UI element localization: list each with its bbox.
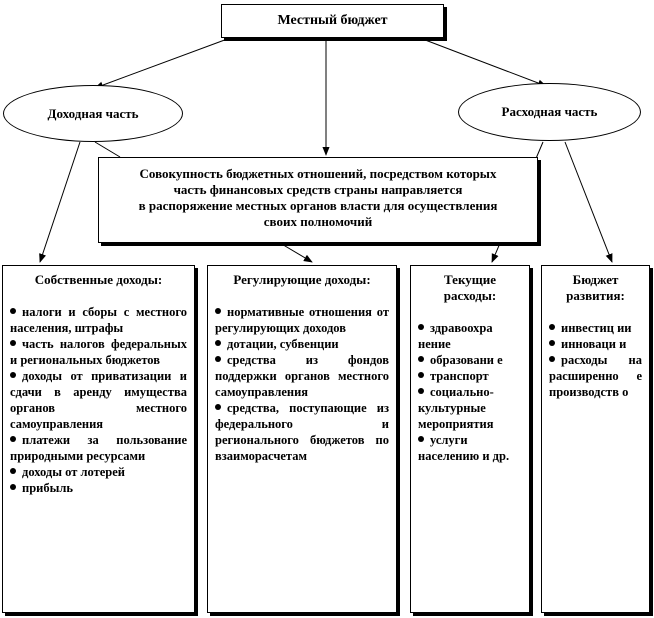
bullet-icon	[215, 404, 221, 410]
bullet-icon	[215, 356, 221, 362]
bullet-icon	[549, 356, 555, 362]
development-budget-list	[549, 320, 642, 400]
list-item: платежи за пользование природными ресурсами	[10, 433, 187, 463]
list-item: доходы от лотерей	[10, 464, 187, 480]
list-item: расходы на расширенно е производств о	[549, 353, 642, 399]
development-budget-title: Бюджет развития:	[566, 272, 625, 303]
list-item: средства, поступающие из федерального и регионального бюджетов по взаиморасчетам	[215, 401, 389, 463]
expense-part-ellipse	[458, 83, 641, 141]
local-budget-title: Местный бюджет	[277, 13, 388, 28]
regulating-income-list	[215, 304, 389, 464]
list-item: услуги населению и др.	[418, 433, 510, 463]
own-income-box	[2, 265, 195, 613]
income-part-label: Доходная часть	[47, 105, 139, 121]
definition-line: Совокупность бюджетных отношений, посредством которых	[139, 166, 497, 181]
current-expenses-title: Текущие расходы:	[443, 272, 497, 303]
list-item: образовани е	[418, 352, 522, 368]
list-item: нормативные отношения от регулирующих доходов	[215, 305, 389, 335]
bullet-icon	[418, 436, 424, 442]
income-part-ellipse	[3, 85, 183, 142]
bullet-icon	[418, 356, 424, 362]
own-income-title: Собственные доходы:	[34, 272, 163, 287]
bullet-icon	[549, 340, 555, 346]
list-item: доходы от приватизации и сдачи в аренду имущества органов местного самоуправления	[10, 369, 187, 431]
arrow-expense-to-development	[565, 142, 612, 262]
list-item: часть налогов федеральных и региональных бюджетов	[10, 337, 187, 367]
bullet-icon	[10, 308, 16, 314]
list-item: здравоохра нение	[418, 321, 493, 351]
list-item: инноваци и	[549, 336, 642, 352]
arrow-budget-to-income	[95, 38, 230, 88]
expense-part-label: Расходная часть	[501, 104, 598, 119]
arrow-income-to-own	[40, 142, 80, 262]
bullet-icon	[10, 372, 16, 378]
list-item: дотации, субвенции	[215, 336, 389, 352]
bullet-icon	[418, 324, 424, 330]
definition-line: часть финансовых средств страны направляется	[173, 182, 463, 197]
current-expenses-box	[410, 265, 530, 613]
bullet-icon	[10, 436, 16, 442]
bullet-icon	[418, 388, 424, 394]
definition-line: своих полномочий	[263, 214, 373, 229]
bullet-icon	[10, 484, 16, 490]
regulating-income-title: Регулирующие доходы:	[233, 272, 371, 287]
bullet-icon	[10, 468, 16, 474]
list-item: социально-культурные мероприятия	[418, 385, 494, 431]
list-item: средства из фондов поддержки органов местного самоуправления	[215, 353, 389, 399]
definition-line: в распоряжение местных органов власти для осуществления	[138, 198, 498, 213]
arrow-definition-to-regulating	[280, 243, 312, 262]
definition-box	[98, 157, 538, 243]
list-item: инвестиц ии	[549, 320, 642, 336]
list-item: налоги и сборы с местного населения, штрафы	[10, 305, 187, 335]
bullet-icon	[10, 340, 16, 346]
line-income-to-definition	[95, 142, 120, 157]
bullet-icon	[549, 324, 555, 330]
own-income-list	[10, 304, 187, 496]
arrow-budget-to-expense	[420, 38, 546, 86]
development-budget-box	[541, 265, 650, 613]
list-item: прибыль	[10, 480, 187, 496]
bullet-icon	[418, 372, 424, 378]
list-item: транспорт	[418, 368, 522, 384]
current-expenses-list	[418, 320, 522, 464]
bullet-icon	[215, 340, 221, 346]
local-budget-box	[221, 4, 444, 38]
bullet-icon	[215, 308, 221, 314]
regulating-income-box	[207, 265, 397, 613]
